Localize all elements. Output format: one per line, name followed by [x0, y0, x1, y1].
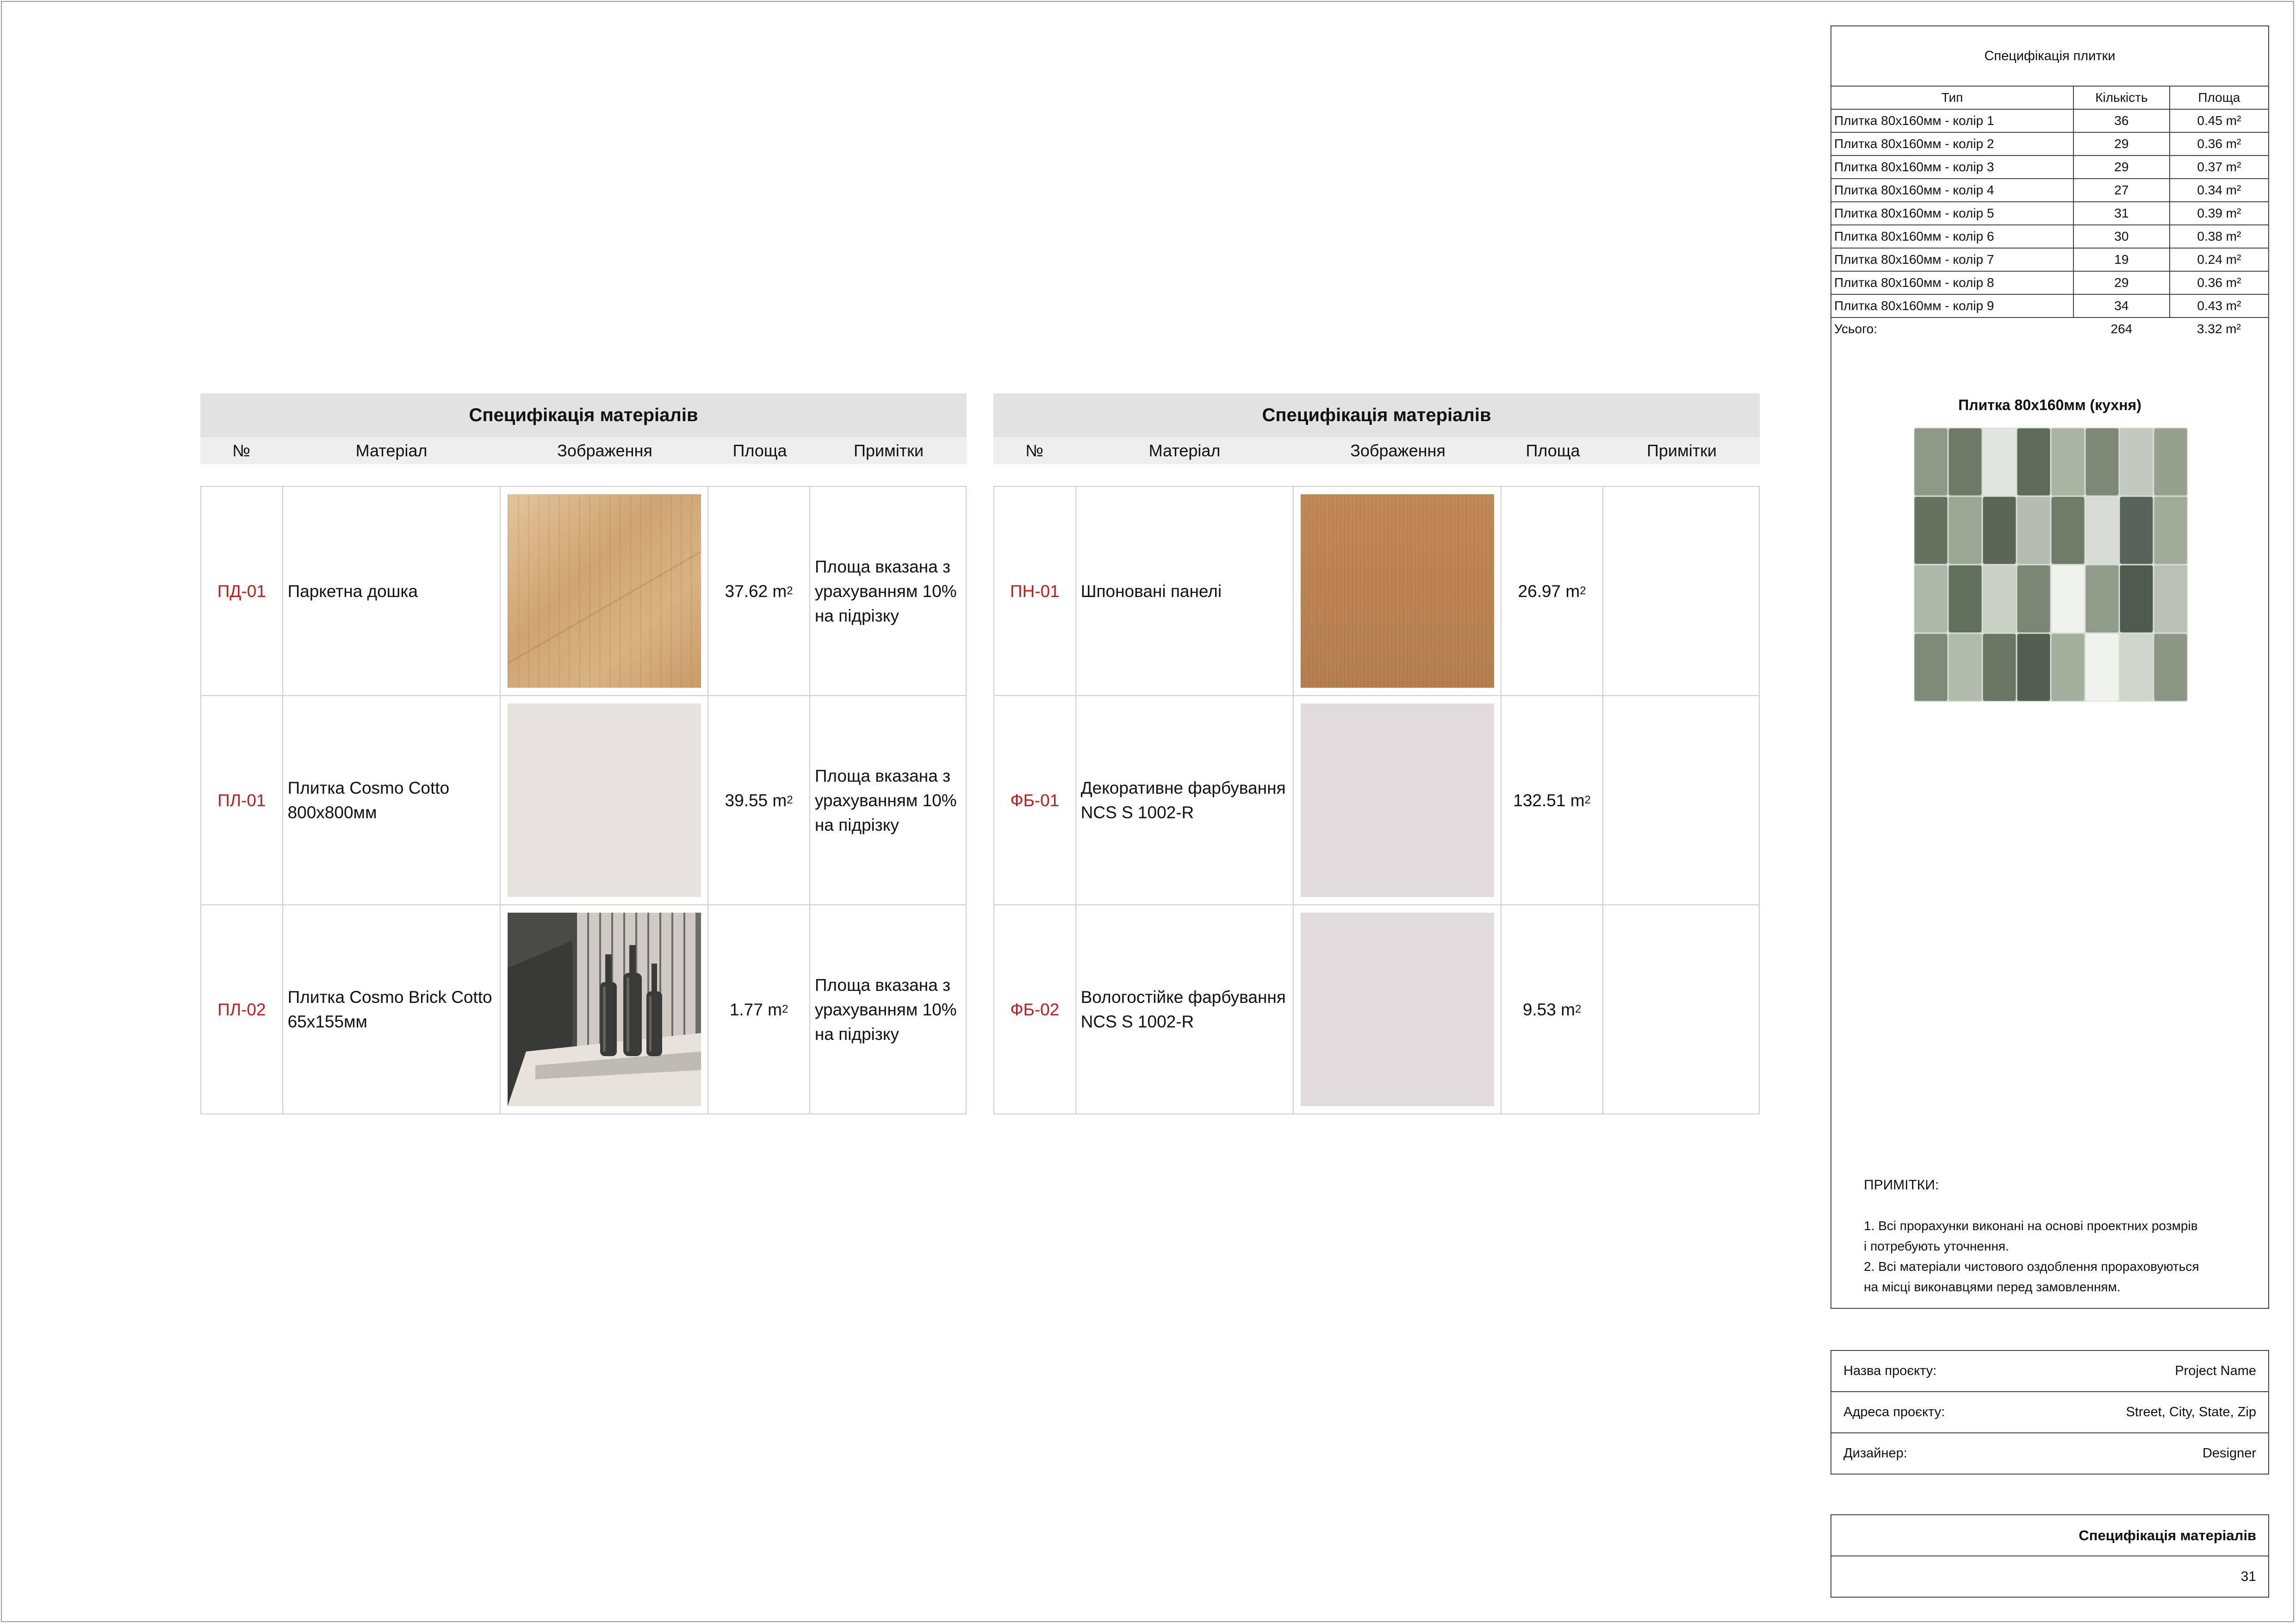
tile-qty: 30 [2073, 225, 2170, 248]
info-label: Назва проєкту: [1843, 1363, 1937, 1378]
material-name-line: Плитка Cosmo Brick Cotto [287, 988, 492, 1007]
sheet-title: Специфікація матеріалів [1831, 1515, 2268, 1556]
tile-col-type: Тип [1831, 87, 2073, 109]
notes-line: і потребують уточнення. [1864, 1239, 2009, 1253]
tile-qty: 34 [2073, 294, 2170, 317]
material-note [1603, 696, 1759, 904]
material-name-line: 800x800мм [287, 803, 377, 822]
mosaic-tile [1983, 566, 2016, 633]
material-name [1076, 487, 1294, 695]
material-area: 1.77 m 2 [708, 905, 810, 1114]
note-line: Площа вказана з [814, 766, 950, 785]
material-note [810, 487, 966, 695]
material-name-line: NCS S 1002-R [1080, 803, 1194, 822]
tile-qty: 19 [2073, 248, 2170, 271]
mosaic-tile [1915, 429, 1948, 496]
material-note [1603, 905, 1759, 1114]
area-value: 37.62 m [725, 581, 787, 601]
tile-spec-title: Специфікація плитки [1831, 26, 2268, 87]
col-area: Площа [1526, 441, 1580, 460]
col-material: Матеріал [355, 441, 428, 460]
tile-qty: 29 [2073, 132, 2170, 156]
tile-row [1831, 179, 2268, 202]
material-name-line: Плитка Cosmo Cotto [287, 778, 450, 797]
tile-area: 0.39 m² [2170, 202, 2268, 225]
mosaic-tile [2154, 566, 2187, 633]
tile-area: 0.36 m² [2170, 271, 2268, 294]
table-header [200, 437, 967, 464]
table-row [994, 905, 1759, 1114]
material-name-line: Декоративне фарбування [1080, 778, 1286, 797]
tile-col-qty: Кількість [2073, 87, 2170, 109]
material-code: ФБ-01 [994, 696, 1076, 904]
tile-area: 0.37 m² [2170, 156, 2268, 179]
area-value: 1.77 m [729, 1000, 782, 1019]
mosaic-tile [2017, 497, 2050, 564]
material-code: ФБ-02 [994, 905, 1076, 1114]
area-value: 39.55 m [725, 790, 787, 810]
tile-type: Плитка 80x160мм - колір 3 [1831, 156, 2073, 179]
mosaic-tile [2120, 497, 2153, 564]
tile-qty: 29 [2073, 156, 2170, 179]
mosaic-title: Плитка 80x160мм (кухня) [1958, 397, 2141, 413]
mosaic-tile [2120, 429, 2153, 496]
note-line: урахуванням 10% [814, 581, 957, 601]
mosaic-tile [2052, 634, 2085, 701]
area-value: 132.51 m [1513, 790, 1585, 810]
oak-parquet-swatch [508, 494, 701, 688]
tile-mosaic-image [1914, 428, 2188, 702]
tile-total-label: Усього: [1834, 322, 1878, 336]
tile-area: 0.43 m² [2170, 294, 2268, 317]
tile-area: 0.34 m² [2170, 179, 2268, 202]
tile-type: Плитка 80x160мм - колір 6 [1831, 225, 2073, 248]
info-label: Дизайнер: [1843, 1446, 1907, 1461]
mosaic-tile [2154, 497, 2187, 564]
material-code: ПД-01 [201, 487, 283, 695]
material-area: 39.55 m 2 [708, 696, 810, 904]
table-row [201, 905, 966, 1114]
tile-area: 0.45 m² [2170, 109, 2268, 132]
material-code: ПЛ-01 [201, 696, 283, 904]
notes-heading: ПРИМІТКИ: [1864, 1177, 1939, 1193]
materials-table-left [200, 393, 967, 1114]
tile-table-header [1831, 87, 2268, 109]
mosaic-tile [1949, 634, 1982, 701]
mosaic-tile [1949, 497, 1982, 564]
mosaic-tile [2154, 634, 2187, 701]
material-image [501, 487, 708, 695]
note-line: урахуванням 10% [814, 1000, 957, 1019]
material-area: 26.97 m 2 [1502, 487, 1603, 695]
info-row-designer [1831, 1433, 2268, 1474]
mosaic-tile [1983, 634, 2016, 701]
tile-area: 0.38 m² [2170, 225, 2268, 248]
col-area: Площа [732, 441, 787, 460]
table-title: Специфікація матеріалів [200, 393, 967, 437]
mosaic-tile [1983, 429, 2016, 496]
project-info-block [1831, 1350, 2269, 1475]
info-value: Designer [2202, 1446, 2256, 1461]
tile-qty: 29 [2073, 271, 2170, 294]
tile-type: Плитка 80x160мм - колір 9 [1831, 294, 2073, 317]
tile-qty: 31 [2073, 202, 2170, 225]
col-number: № [232, 441, 250, 460]
col-image: Зображення [557, 441, 652, 460]
mosaic-tile [2086, 566, 2119, 633]
tile-row [1831, 271, 2268, 294]
notes-line: 1. Всі прорахунки виконані на основі проектних розмрів [1864, 1219, 2198, 1233]
material-name [283, 696, 501, 904]
tile-area: 0.24 m² [2170, 248, 2268, 271]
material-note [810, 905, 966, 1114]
mosaic-tile [2154, 429, 2187, 496]
mosaic-tile [2086, 634, 2119, 701]
tile-type: Плитка 80x160мм - колір 4 [1831, 179, 2073, 202]
tile-row [1831, 294, 2268, 317]
mosaic-tile [2120, 634, 2153, 701]
material-area: 9.53 m 2 [1502, 905, 1603, 1114]
material-area: 37.62 m 2 [708, 487, 810, 695]
area-value: 9.53 m [1522, 1000, 1575, 1019]
stone-tile-swatch [508, 703, 701, 897]
note-line: на підрізку [814, 1024, 899, 1044]
material-area: 132.51 m 2 [1502, 696, 1603, 904]
tile-type: Плитка 80x160мм - колір 5 [1831, 202, 2073, 225]
tile-type: Плитка 80x160мм - колір 1 [1831, 109, 2073, 132]
info-value: Street, City, State, Zip [2126, 1405, 2256, 1419]
note-line: на підрізку [814, 815, 899, 834]
material-name-line: Шпоновані панелі [1080, 581, 1222, 601]
paint-swatch [1301, 913, 1494, 1106]
tile-col-area: Площа [2170, 87, 2268, 109]
tile-area: 0.36 m² [2170, 132, 2268, 156]
table-row [994, 487, 1759, 696]
mosaic-tile [2086, 497, 2119, 564]
table-row [201, 487, 966, 696]
tile-row [1831, 156, 2268, 179]
table-body [200, 486, 967, 1114]
table-row [201, 696, 966, 905]
area-value: 26.97 m [1518, 581, 1580, 601]
col-material: Матеріал [1148, 441, 1221, 460]
tile-type: Плитка 80x160мм - колір 2 [1831, 132, 2073, 156]
mosaic-tile [2086, 429, 2119, 496]
info-label: Адреса проєкту: [1843, 1405, 1945, 1419]
tile-mosaic-svg [1914, 428, 2188, 702]
mosaic-tile [2017, 566, 2050, 633]
table-header [993, 437, 1760, 464]
tile-row [1831, 202, 2268, 225]
material-name [283, 487, 501, 695]
material-image [1294, 696, 1502, 904]
brick-tile-bottles-photo [508, 913, 701, 1106]
notes-block [1864, 1175, 2199, 1297]
tile-row [1831, 109, 2268, 132]
mosaic-tile [2052, 566, 2085, 633]
material-name [1076, 905, 1294, 1114]
tile-spec-table [1831, 87, 2268, 340]
paint-swatch [1301, 703, 1494, 897]
materials-table-right [993, 393, 1760, 1114]
tile-total-row [1831, 317, 2268, 340]
material-name-line: 65x155мм [287, 1012, 367, 1031]
info-row-project-name [1831, 1351, 2268, 1392]
mosaic-tile [2017, 634, 2050, 701]
material-image [501, 696, 708, 904]
col-image: Зображення [1350, 441, 1446, 460]
col-number: № [1025, 441, 1043, 460]
material-note [1603, 487, 1759, 695]
mosaic-tile [1983, 497, 2016, 564]
mosaic-tile [2052, 497, 2085, 564]
info-value: Project Name [2175, 1363, 2256, 1378]
wood-veneer-swatch [1301, 494, 1494, 688]
material-image [501, 905, 708, 1114]
material-name [1076, 696, 1294, 904]
material-name [283, 905, 501, 1114]
sheet-stamp [1831, 1514, 2269, 1598]
mosaic-tile [2120, 566, 2153, 633]
tile-row [1831, 248, 2268, 271]
info-row-address [1831, 1392, 2268, 1433]
mosaic-tile [1915, 566, 1948, 633]
mosaic-tile [1915, 497, 1948, 564]
tile-qty: 27 [2073, 179, 2170, 202]
note-line: урахуванням 10% [814, 790, 957, 810]
mosaic-tile [2052, 429, 2085, 496]
material-image [1294, 487, 1502, 695]
notes-line: на місці виконавцями перед замовленням. [1864, 1280, 2121, 1294]
tile-spec-panel [1831, 25, 2269, 1309]
table-title: Специфікація матеріалів [993, 393, 1760, 437]
page-number: 31 [2240, 1568, 2256, 1584]
mosaic-tile [1949, 429, 1982, 496]
col-notes: Примітки [1646, 441, 1717, 460]
material-name-line: NCS S 1002-R [1080, 1012, 1194, 1031]
material-note [810, 696, 966, 904]
note-line: Площа вказана з [814, 975, 950, 995]
table-body [993, 486, 1760, 1114]
note-line: на підрізку [814, 606, 899, 625]
material-code: ПЛ-02 [201, 905, 283, 1114]
tile-type: Плитка 80x160мм - колір 8 [1831, 271, 2073, 294]
mosaic-tile [1949, 566, 1982, 633]
tile-qty: 36 [2073, 109, 2170, 132]
mosaic-tile [1915, 634, 1948, 701]
tile-total-qty: 264 [2110, 322, 2133, 336]
col-notes: Примітки [853, 441, 924, 460]
material-code: ПН-01 [994, 487, 1076, 695]
table-row [994, 696, 1759, 905]
material-image [1294, 905, 1502, 1114]
notes-line: 2. Всі матеріали чистового оздоблення прораховуються [1864, 1259, 2199, 1274]
material-name-line: Паркетна дошка [287, 581, 418, 601]
tile-total-area: 3.32 m² [2197, 322, 2241, 336]
material-name-line: Вологостійке фарбування [1080, 988, 1286, 1007]
mosaic-tile [2017, 429, 2050, 496]
tile-type: Плитка 80x160мм - колір 7 [1831, 248, 2073, 271]
tile-row [1831, 225, 2268, 248]
tile-row [1831, 132, 2268, 156]
note-line: Площа вказана з [814, 557, 950, 576]
